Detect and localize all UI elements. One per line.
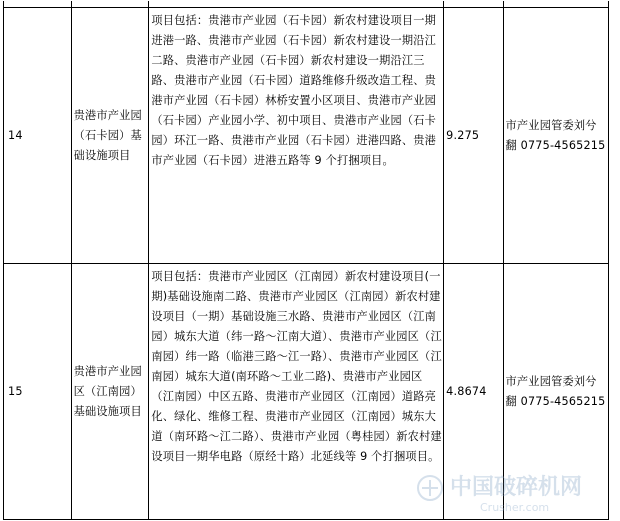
- responsible-unit: 市产业园管委刘兮翻 0775-4565215: [503, 8, 608, 264]
- investment-amount: 4.8674: [444, 264, 503, 520]
- watermark-subtitle: Crusher.com: [480, 501, 550, 514]
- project-name: 贵港市产业园（石卡园）基础设施项目: [71, 8, 149, 264]
- row-number: 15: [4, 264, 72, 520]
- table-row: [4, 264, 609, 520]
- project-name: 贵港市产业园区（江南园）基础设施项目: [71, 264, 149, 520]
- responsible-unit: 市产业园管委刘兮翻 0775-4565215: [503, 264, 608, 520]
- project-table: [3, 1, 609, 520]
- table-row: [4, 8, 609, 264]
- project-content: 项目包括：贵港市产业园区（江南园）新农村建设项目(一期)基础设施南二路、贵港市产业园区（江南园）新农村建设项目（一期）基础设施三水路、贵港市产业园区（江南园）城东大道（纬一路～江南大道）、贵港市产业园区（江南园）纬一路（临港三路～江一路）、贵港市产业园区（江南园）城东大道(南环路～工业二路)、贵港市产业园区（江南园）中区五路、贵港市产业园区（江南园）道路亮化、绿化、维修工程、贵港市产业园区（江南园）城东大道（南环路～江二路）、贵港市产业园（粤桂园）新农村建设项目一期华电路（原经十路）北延线等 9 个打捆项目。: [149, 264, 444, 520]
- project-content: 项目包括：贵港市产业园（石卡园）新农村建设项目一期进港一路、贵港市产业园（石卡园）新农村建设一期沿江二路、贵港市产业园（石卡园）新农村建设一期沿江三路、贵港市产业园（石卡园）道路维修升级改造工程、贵港市产业园（石卡园）林桥安置小区项目、贵港市产业园（石卡园）产业园小学、初中项目、贵港市产业园（石卡园）环江一路、贵港市产业园（石卡园）进港四路、贵港市产业园（石卡园）进港五路等 9 个打捆项目。: [149, 8, 444, 264]
- investment-amount: 9.275: [444, 8, 503, 264]
- row-number: 14: [4, 8, 72, 264]
- watermark-title: 中国破碎机网: [450, 475, 583, 500]
